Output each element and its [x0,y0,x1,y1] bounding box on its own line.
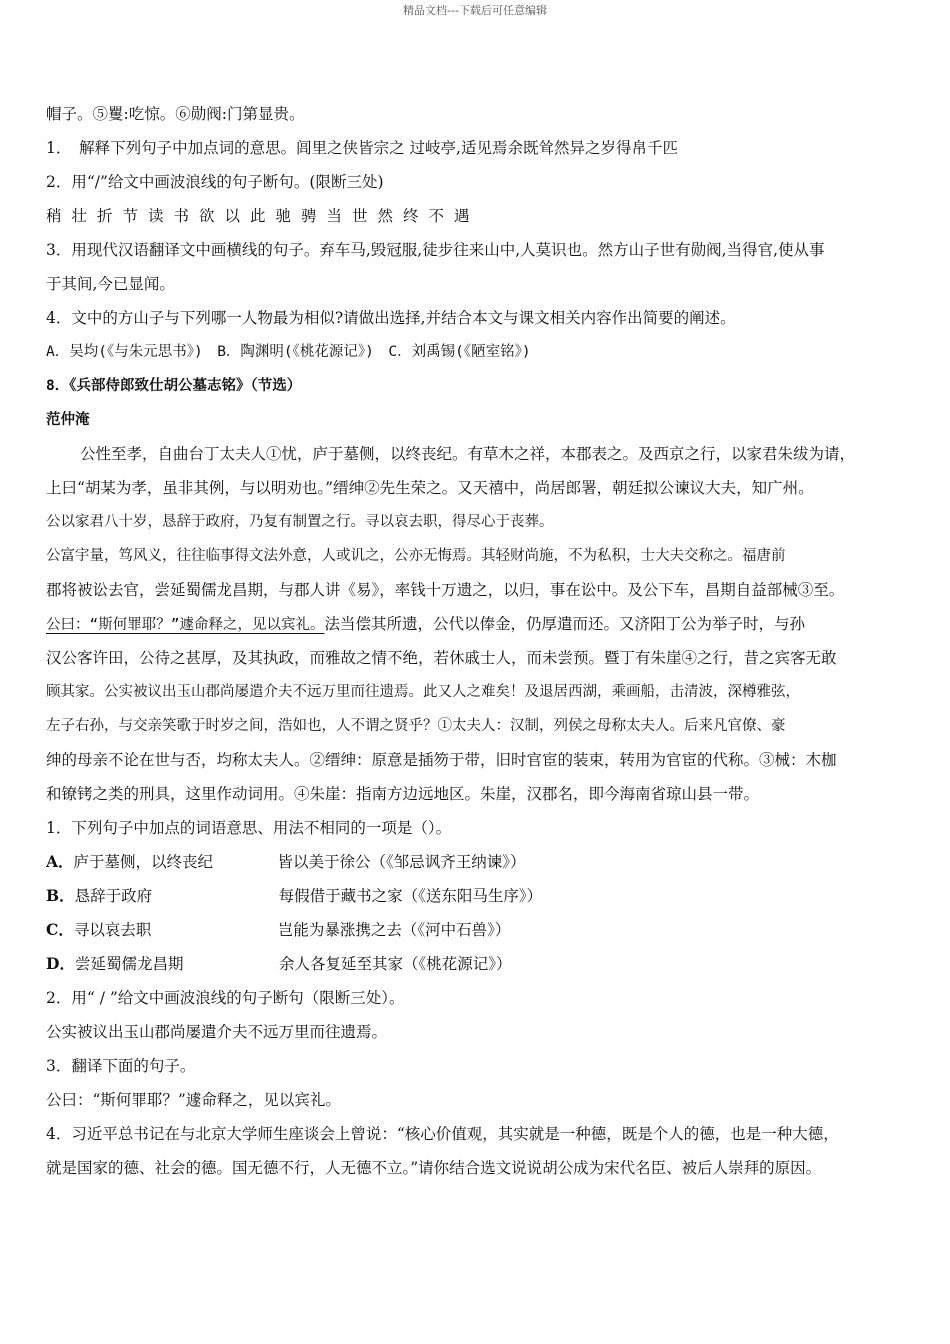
option-left: 尝延蜀儒龙昌期 [74,955,184,973]
option-label: C． [46,920,74,939]
passage-line: 上曰“胡某为孝，虽非其例，与以明劝也。”缙绅②先生荣之。又天禧中，尚居郎署，朝廷拟公谏议大夫，知广州。 [46,479,814,497]
question-a4: 4．文中的方山子与下列哪一人物最为相似?请做出选择,并结合本文与课文相关内容作出简要的阐述。 [46,309,736,327]
question-b2-text: 公实被议出玉山郡尚屡遣介夫不远万里而往遗焉。 [46,1023,388,1041]
option-row [46,947,908,981]
option-label: D． [46,954,75,973]
question-a3-line2: 于其间,今已显闻。 [46,275,175,293]
option-right: 每假借于藏书之家（《送东阳马生序》） [278,887,543,905]
question-a2: 2．用“/”给文中画波浪线的句子断句。(限断三处) [46,173,384,191]
question-a3-line1: 3．用现代汉语翻译文中画横线的句子。弃车马,毁冠服,徒步往来山中,人莫识也。然方山子世有勋阀,当得官,使从事 [46,241,825,259]
question-a4-options: A．吴均(《与朱元思书》) B．陶渊明(《桃花源记》) C．刘禹锡(《陋室铭》) [46,344,531,360]
question-b2: 2．用“ / ”给文中画波浪线的句子断句（限断三处）。 [46,989,405,1007]
question-b4-line2: 就是国家的德、社会的德。国无德不行，人无德不立。”请你结合选文说说胡公成为宋代名臣、被后人崇拜的原因。 [46,1159,822,1177]
passage-author: 范仲淹 [46,412,90,428]
option-left: 庐于墓侧，以终丧纪 [73,853,214,871]
option-left: 恳辞于政府 [74,887,153,905]
passage-text: 法当偿其所遗，公代以俸金，仍厚遣而还。又济阳丁公为举子时，与孙 [324,615,805,633]
passage-line: 公性至孝，自曲台丁太夫人①忧，庐于墓侧，以终丧纪。有草木之祥，本郡表之。及西京之行，以家君朱绂为请， [80,445,856,463]
document-body [46,97,908,1185]
question-a1: 1． 解释下列句子中加点词的意思。闾里之侠皆宗之 过岐亭,适见焉余既耸然异之岁得帛千匹 [46,139,678,157]
footnote-tail: 帽子。⑤矍:吃惊。⑥勋阀:门第显贵。 [46,105,305,123]
question-a2-text: 稍壮折节读书欲以此驰骋当世然终不遇 [46,207,480,225]
option-row [46,845,908,879]
passage-line: 顾其家。公实被议出玉山郡尚屡遣介夫不远万里而往遗焉。此又人之难矣！及退居西湖，乘画船，击清波，深樽雅弦， [46,684,800,700]
option-right: 皆以美于徐公（《邹忌讽齐王纳谏》） [277,853,526,871]
page-header: 精品文档---下载后可任意编辑 [403,4,547,17]
passage-line: 左子右孙，与交亲笑歌于时岁之间，浩如也，人不谓之贤乎？①太夫人：汉制，列侯之母称太夫人。后来凡官僚、豪 [46,718,786,734]
option-row [46,913,908,947]
passage-line [46,607,908,641]
option-label: A． [46,852,74,871]
passage-line: 郡将被讼去官，尝延蜀儒龙昌期，与郡人讲《易》，率钱十万遗之，以归，事在讼中。及公下车，昌期自益部械③至。 [46,581,845,599]
question-b1: 1．下列句子中加点的词语意思、用法不相同的一项是（）。 [46,819,452,837]
question-b3: 3．翻译下面的句子。 [46,1057,196,1075]
passage-title: 8．《兵部侍郎致仕胡公墓志铭》（节选） [46,378,302,394]
option-label: B． [46,886,75,905]
underlined-sentence: 公曰：“斯何罪耶？”遽命释之，见以宾礼。 [46,617,325,633]
option-right: 岂能为暴涨携之去（《河中石兽》） [277,921,511,939]
question-b4-line1: 4．习近平总书记在与北京大学师生座谈会上曾说：“核心价值观，其实就是一种德，既是个人的德，也是一种大德， [46,1125,839,1143]
passage-line: 公以家君八十岁，恳辞于政府，乃复有制置之行。寻以哀去职，得尽心于丧葬。 [46,514,554,530]
passage-line: 绅的母亲不论在世与否，均称太夫人。②缙绅：原意是插笏于带，旧时官宦的装束，转用为官宦的代称。③械：木枷 [46,751,837,769]
option-left: 寻以哀去职 [73,921,152,939]
passage-line: 汉公客许田，公待之甚厚，及其执政，而雅故之情不绝，若休戚士人，而未尝预。暨丁有朱崖④之行，昔之宾客无敢 [46,649,837,667]
passage-line: 和镣铐之类的刑具，这里作动词用。④朱崖：指南方边远地区。朱崖，汉郡名，即今海南省琼山县一带。 [46,785,760,803]
option-right: 余人各复延至其家（《桃花源记》） [278,955,512,973]
option-row [46,879,908,913]
question-b3-text: 公曰：“斯何罪耶？”遽命释之，见以宾礼。 [46,1091,341,1109]
passage-line: 公富宇量，笃风义，往往临事得文法外意，人或讥之，公亦无悔焉。其轻财尚施，不为私积，士大夫交称之。福唐前 [46,548,786,564]
